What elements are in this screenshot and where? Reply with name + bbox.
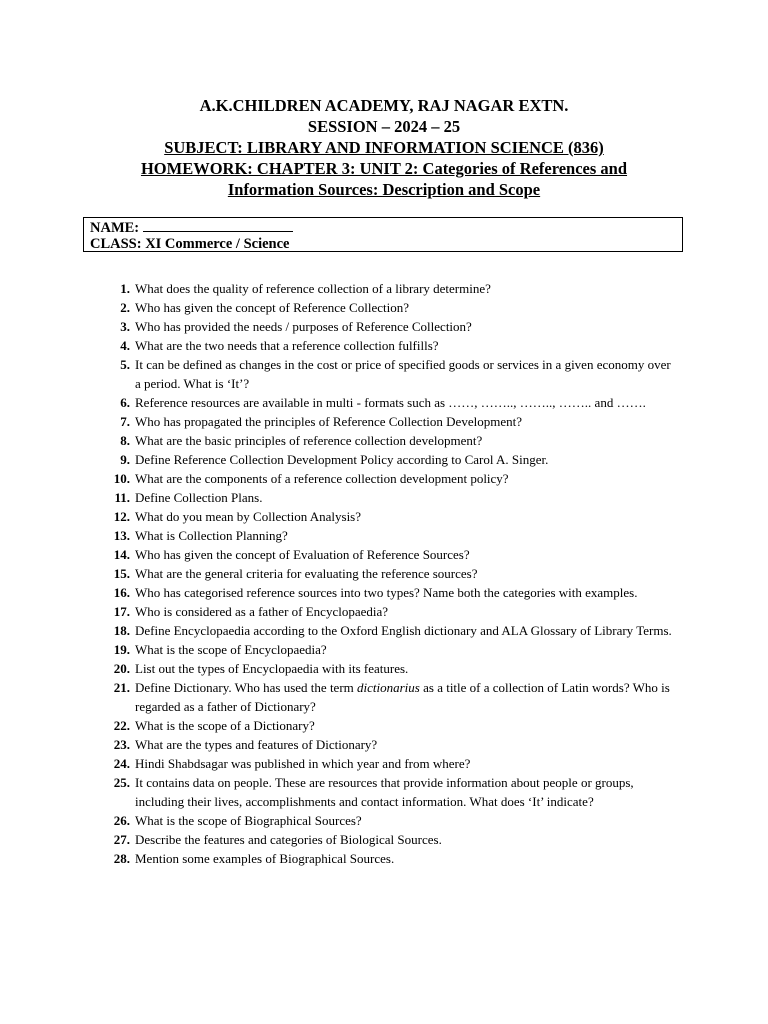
name-label: NAME: <box>90 220 140 236</box>
question-number: 13. <box>113 528 130 543</box>
question-item <box>0 602 768 621</box>
homework-title-line-2: Information Sources: Description and Scope <box>227 180 541 199</box>
question-item <box>0 279 768 298</box>
question-text: Describe the features and categories of Biological Sources. <box>135 832 442 847</box>
question-item <box>0 830 768 849</box>
question-text: Reference resources are available in multi - formats such as ……, …….., …….., …….. and ……. <box>135 395 646 410</box>
name-blank-line <box>143 221 293 232</box>
question-item <box>0 564 768 583</box>
question-item <box>0 545 768 564</box>
question-text <box>135 678 678 716</box>
question-number: 11. <box>114 490 130 505</box>
question-item <box>0 811 768 830</box>
session-line: SESSION – 2024 – 25 <box>307 117 461 136</box>
subject-line: SUBJECT: LIBRARY AND INFORMATION SCIENCE (836) <box>164 138 604 157</box>
question-text: What are the basic principles of reference collection development? <box>135 433 483 448</box>
question-number: 14. <box>113 547 130 562</box>
question-number: 6. <box>120 395 130 410</box>
question-text: It contains data on people. These are resources that provide information about people or groups, including their lives, accomplishments and contact information. What does ‘It’ indicate? <box>135 775 634 809</box>
question-number: 9. <box>120 452 130 467</box>
question-number: 17. <box>113 604 130 619</box>
question-text: What is the scope of Encyclopaedia? <box>135 642 327 657</box>
question-number: 25. <box>113 775 130 790</box>
question-item <box>0 412 768 431</box>
question-item <box>0 469 768 488</box>
question-number: 18. <box>113 623 130 638</box>
question-text: What are the two needs that a reference collection fulfills? <box>135 338 439 353</box>
question-number: 26. <box>113 813 130 828</box>
question-text: What does the quality of reference collection of a library determine? <box>135 281 491 296</box>
question-text: Who is considered as a father of Encyclopaedia? <box>135 604 389 619</box>
question-text: What are the components of a reference collection development policy? <box>135 471 509 486</box>
question-item <box>0 640 768 659</box>
question-item <box>0 317 768 336</box>
question-number: 22. <box>113 718 130 733</box>
question-text: What is Collection Planning? <box>135 528 288 543</box>
name-row <box>90 220 676 236</box>
question-number: 19. <box>113 642 130 657</box>
question-term-italic: dictionarius <box>357 680 420 695</box>
question-text-part: Define Dictionary. Who has used the term <box>135 680 358 695</box>
question-text: Define Collection Plans. <box>135 490 263 505</box>
question-item <box>0 678 768 716</box>
question-number: 7. <box>120 414 130 429</box>
question-text: List out the types of Encyclopaedia with its features. <box>135 661 409 676</box>
question-number: 21. <box>113 680 130 695</box>
question-text: Hindi Shabdsagar was published in which year and from where? <box>135 756 471 771</box>
question-text: What are the types and features of Dictionary? <box>135 737 378 752</box>
question-number: 1. <box>120 281 130 296</box>
question-item <box>0 507 768 526</box>
question-text: Who has given the concept of Evaluation of Reference Sources? <box>135 547 470 562</box>
question-text: Define Encyclopaedia according to the Oxford English dictionary and ALA Glossary of Library Terms. <box>135 623 672 638</box>
question-item <box>0 488 768 507</box>
question-number: 27. <box>113 832 130 847</box>
question-item <box>0 393 768 412</box>
question-text-part: as a title of a collection of Latin words? Who is regarded as a father of Dictionary? <box>135 680 670 714</box>
question-item <box>0 431 768 450</box>
homework-title-line-1: HOMEWORK: CHAPTER 3: UNIT 2: Categories of References and <box>140 159 628 178</box>
question-text: Mention some examples of Biographical Sources. <box>135 851 395 866</box>
question-item <box>0 583 768 602</box>
question-number: 3. <box>120 319 130 334</box>
question-item <box>0 621 768 640</box>
question-number: 23. <box>113 737 130 752</box>
document-header <box>0 95 768 200</box>
question-number: 10. <box>113 471 130 486</box>
question-number: 2. <box>120 300 130 315</box>
question-item <box>0 659 768 678</box>
question-number: 8. <box>120 433 130 448</box>
question-number: 28. <box>113 851 130 866</box>
question-text: What is the scope of Biographical Sources? <box>135 813 362 828</box>
question-text: Define Reference Collection Development Policy according to Carol A. Singer. <box>135 452 549 467</box>
question-number: 4. <box>120 338 130 353</box>
question-item <box>0 336 768 355</box>
question-item <box>0 298 768 317</box>
question-item <box>0 526 768 545</box>
school-name: A.K.CHILDREN ACADEMY, RAJ NAGAR EXTN. <box>199 96 569 115</box>
question-item <box>0 849 768 868</box>
question-text: Who has categorised reference sources into two types? Name both the categories with examples. <box>135 585 638 600</box>
question-item <box>0 754 768 773</box>
question-text: What are the general criteria for evaluating the reference sources? <box>135 566 478 581</box>
student-info-box <box>83 217 683 252</box>
question-item <box>0 355 768 393</box>
question-number: 20. <box>113 661 130 676</box>
question-text: Who has propagated the principles of Reference Collection Development? <box>135 414 522 429</box>
question-number: 16. <box>113 585 130 600</box>
question-item <box>0 716 768 735</box>
question-text: Who has given the concept of Reference Collection? <box>135 300 409 315</box>
question-text: What do you mean by Collection Analysis? <box>135 509 362 524</box>
question-item <box>0 735 768 754</box>
question-number: 24. <box>113 756 130 771</box>
question-item <box>0 773 768 811</box>
question-number: 12. <box>113 509 130 524</box>
question-text: Who has provided the needs / purposes of Reference Collection? <box>135 319 472 334</box>
question-text: What is the scope of a Dictionary? <box>135 718 315 733</box>
question-number: 5. <box>120 357 130 372</box>
question-text: It can be defined as changes in the cost or price of specified goods or services in a given economy over a period. What is ‘It’? <box>135 357 671 391</box>
question-number: 15. <box>113 566 130 581</box>
class-label: CLASS: XI Commerce / Science <box>90 236 290 252</box>
question-item <box>0 450 768 469</box>
question-list <box>0 279 768 868</box>
